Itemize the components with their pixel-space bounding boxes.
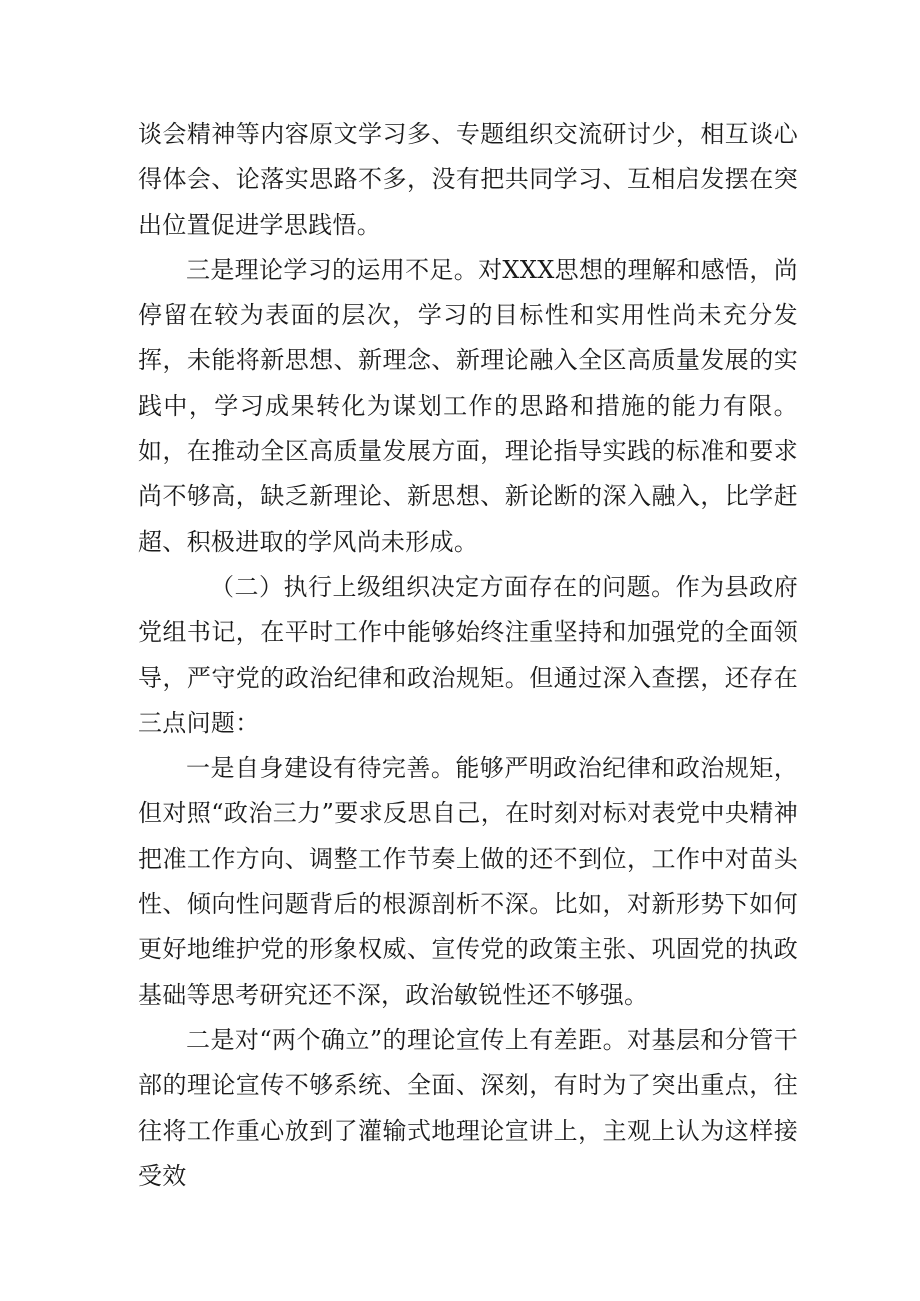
paragraph-section-two-heading: （二）执行上级组织决定方面存在的问题。作为县政府党组书记，在平时工作中能够始终注重坚持和加强党的全面领导，严守党的政治纪律和政治规矩。但通过深入查摆，还存在三点问题： <box>138 572 798 737</box>
paragraph-continuation: 谈会精神等内容原文学习多、专题组织交流研讨少，相互谈心得体会、论落实思路不多，没有把共同学习、互相启发摆在突出位置促进学思践悟。 <box>138 120 798 239</box>
paragraph-theory-application: 三是理论学习的运用不足。对XXX思想的理解和感悟，尚停留在较为表面的层次，学习的目标性和实用性尚未充分发挥，未能将新思想、新理念、新理论融入全区高质量发展的实践中，学习成果转化为谋划工作的思路和措施的能力有限。如，在推动全区高质量发展方面，理论指导实践的标准和要求尚不够高，缺乏新理论、新思想、新论断的深入融入，比学赶超、积极进取的学风尚未形成。 <box>138 255 798 556</box>
document-body <box>138 112 798 1199</box>
paragraph-self-construction: 一是自身建设有待完善。能够严明政治纪律和政治规矩，但对照“政治三力”要求反思自己，在时刻对标对表党中央精神把准工作方向、调整工作节奏上做的还不到位，工作中对苗头性、倾向性问题背后的根源剖析不深。比如，对新形势下如何更好地维护党的形象权威、宣传党的政策主张、巩固党的执政基础等思考研究还不深，政治敏锐性还不够强。 <box>138 754 798 1009</box>
paragraph-theory-promotion: 二是对“两个确立”的理论宣传上有差距。对基层和分管干部的理论宣传不够系统、全面、深刻，有时为了突出重点，往往将工作重心放到了灌输式地理论宣讲上，主观上认为这样接受效 <box>138 1025 798 1190</box>
